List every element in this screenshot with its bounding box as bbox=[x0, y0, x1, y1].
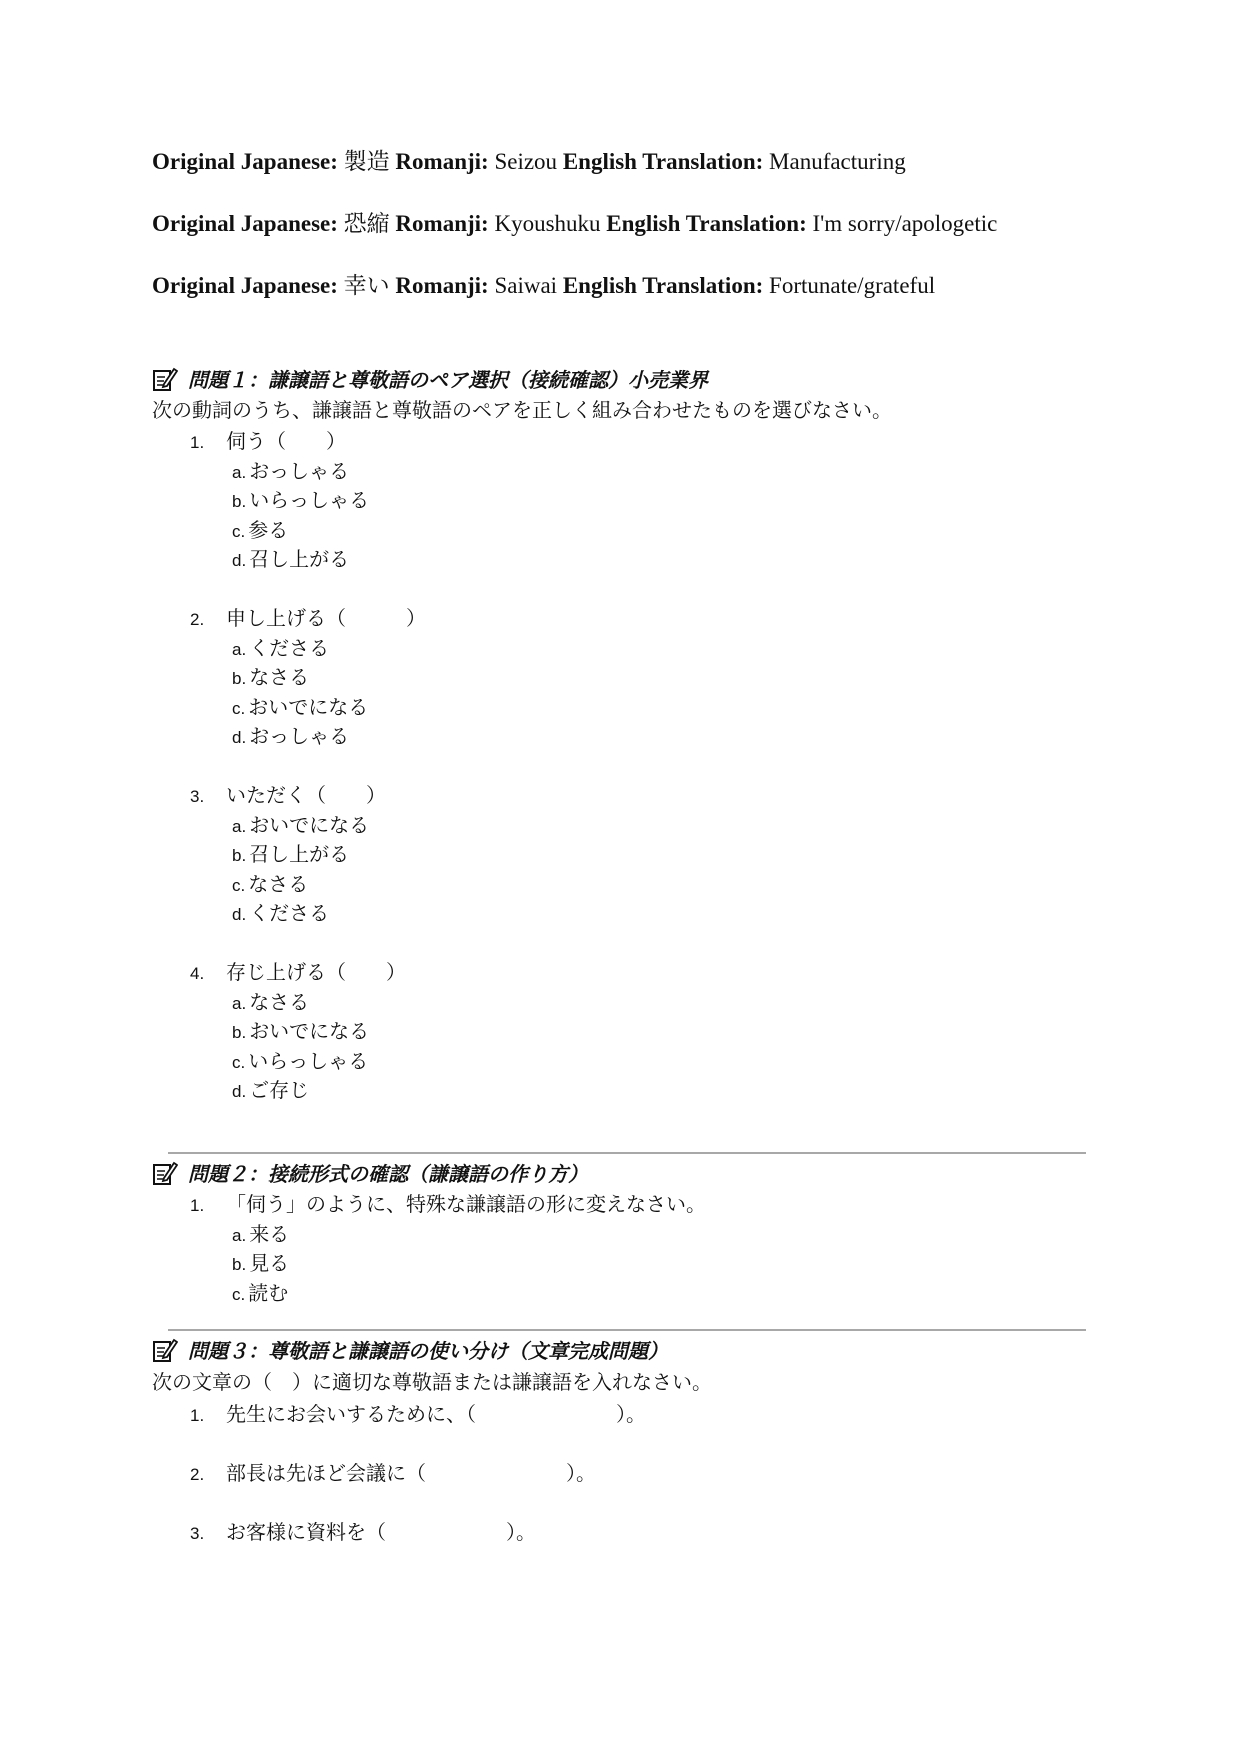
option-text: ご存じ bbox=[249, 1078, 310, 1102]
romanji-term: Kyoushuku bbox=[494, 211, 601, 236]
answer-option bbox=[232, 1247, 289, 1276]
question bbox=[190, 1457, 596, 1486]
question-text: 伺う（ ） bbox=[226, 429, 346, 453]
section-1-instructions: 次の動詞のうち、謙譲語と尊敬語のペアを正しく組み合わせたものを選びなさい。 bbox=[152, 398, 892, 422]
section-1-heading bbox=[152, 364, 708, 393]
option-text: なさる bbox=[248, 872, 309, 896]
label-original-japanese: Original Japanese: bbox=[152, 273, 338, 298]
question-number: 2. bbox=[190, 610, 205, 629]
option-text: おっしゃる bbox=[249, 724, 350, 748]
answer-option bbox=[232, 484, 369, 513]
label-romanji: Romanji: bbox=[395, 273, 489, 298]
option-text: 読む bbox=[248, 1281, 289, 1305]
question-text: 部長は先ほど会議に（ ）。 bbox=[226, 1461, 596, 1485]
option-letter: c. bbox=[232, 876, 246, 895]
answer-option bbox=[232, 809, 369, 838]
option-letter: d. bbox=[232, 1082, 247, 1101]
option-text: おっしゃる bbox=[249, 459, 350, 483]
label-english-translation: English Translation: bbox=[606, 211, 807, 236]
option-letter: a. bbox=[232, 817, 247, 836]
romanji-term: Seizou bbox=[494, 149, 558, 174]
glossary-entry bbox=[152, 270, 1212, 302]
question-text: 先生にお会いするために、（ ）。 bbox=[226, 1402, 646, 1426]
answer-option bbox=[232, 1045, 368, 1074]
question-number: 1. bbox=[190, 433, 205, 452]
option-letter: b. bbox=[232, 1023, 247, 1042]
question-text: 「伺う」のように、特殊な謙譲語の形に変えなさい。 bbox=[226, 1192, 706, 1216]
question bbox=[190, 425, 346, 454]
option-text: いらっしゃる bbox=[249, 488, 370, 512]
section-3-title: 問題３：尊敬語と謙譲語の使い分け（文章完成問題） bbox=[188, 1339, 668, 1363]
question-number: 3. bbox=[190, 787, 205, 806]
section-1-title: 問題１：謙譲語と尊敬語のペア選択（接続確認）小売業界 bbox=[188, 368, 708, 392]
option-letter: a. bbox=[232, 1226, 247, 1245]
question-number: 1. bbox=[190, 1406, 205, 1425]
option-text: おいでになる bbox=[249, 813, 370, 837]
option-letter: b. bbox=[232, 846, 247, 865]
question bbox=[190, 602, 426, 631]
question bbox=[190, 779, 386, 808]
answer-option bbox=[232, 1277, 288, 1306]
option-letter: a. bbox=[232, 463, 247, 482]
option-text: くださる bbox=[249, 636, 330, 660]
answer-option bbox=[232, 1015, 369, 1044]
answer-option bbox=[232, 986, 309, 1015]
section-divider bbox=[168, 1329, 1086, 1331]
english-term: Manufacturing bbox=[769, 149, 906, 174]
option-letter: b. bbox=[232, 1255, 247, 1274]
answer-option bbox=[232, 720, 349, 749]
question-text: 申し上げる（ ） bbox=[226, 606, 426, 630]
option-text: なさる bbox=[249, 665, 310, 689]
option-text: いらっしゃる bbox=[248, 1049, 369, 1073]
question-text: 存じ上げる（ ） bbox=[226, 960, 406, 984]
option-letter: b. bbox=[232, 669, 247, 688]
option-letter: b. bbox=[232, 492, 247, 511]
option-text: なさる bbox=[249, 990, 310, 1014]
answer-option bbox=[232, 838, 349, 867]
option-text: 参る bbox=[248, 518, 289, 542]
question-number: 1. bbox=[190, 1196, 205, 1215]
option-text: 見る bbox=[249, 1251, 290, 1275]
english-term: I'm sorry/apologetic bbox=[812, 211, 998, 236]
section-3-instructions: 次の文章の（ ）に適切な尊敬語または謙譲語を入れなさい。 bbox=[152, 1370, 712, 1394]
english-term: Fortunate/grateful bbox=[769, 273, 936, 298]
memo-icon bbox=[152, 1337, 178, 1363]
answer-option bbox=[232, 632, 329, 661]
option-text: 召し上がる bbox=[249, 842, 350, 866]
question-number: 3. bbox=[190, 1524, 205, 1543]
label-original-japanese: Original Japanese: bbox=[152, 211, 338, 236]
question bbox=[190, 1516, 536, 1545]
option-text: 召し上がる bbox=[249, 547, 350, 571]
option-letter: d. bbox=[232, 551, 247, 570]
answer-option bbox=[232, 691, 368, 720]
option-text: おいでになる bbox=[248, 695, 369, 719]
answer-option bbox=[232, 897, 329, 926]
section-divider bbox=[168, 1152, 1086, 1154]
option-text: くださる bbox=[249, 901, 330, 925]
question bbox=[190, 1398, 646, 1427]
answer-option bbox=[232, 543, 349, 572]
answer-option bbox=[232, 661, 309, 690]
answer-option bbox=[232, 868, 308, 897]
question-text: いただく（ ） bbox=[226, 783, 386, 807]
option-letter: a. bbox=[232, 994, 247, 1013]
option-letter: a. bbox=[232, 640, 247, 659]
option-letter: d. bbox=[232, 728, 247, 747]
answer-option bbox=[232, 455, 349, 484]
option-text: 来る bbox=[249, 1222, 290, 1246]
label-romanji: Romanji: bbox=[395, 211, 489, 236]
option-letter: d. bbox=[232, 905, 247, 924]
option-letter: c. bbox=[232, 1053, 246, 1072]
option-letter: c. bbox=[232, 699, 246, 718]
question-number: 4. bbox=[190, 964, 205, 983]
option-letter: c. bbox=[232, 522, 246, 541]
question-text: お客様に資料を（ ）。 bbox=[226, 1520, 536, 1544]
glossary bbox=[152, 146, 1212, 332]
glossary-entry bbox=[152, 146, 1212, 178]
memo-icon bbox=[152, 1160, 178, 1186]
memo-icon bbox=[152, 366, 178, 392]
section-2-title: 問題２：接続形式の確認（謙譲語の作り方） bbox=[188, 1162, 588, 1186]
label-romanji: Romanji: bbox=[395, 149, 489, 174]
label-original-japanese: Original Japanese: bbox=[152, 149, 338, 174]
answer-option bbox=[232, 1218, 289, 1247]
question bbox=[190, 1188, 706, 1217]
japanese-term: 製造 bbox=[343, 149, 390, 174]
label-english-translation: English Translation: bbox=[562, 273, 764, 298]
answer-option bbox=[232, 1074, 309, 1103]
question-number: 2. bbox=[190, 1465, 205, 1484]
japanese-term: 幸い bbox=[343, 273, 390, 298]
romanji-term: Saiwai bbox=[494, 273, 558, 298]
section-3-heading bbox=[152, 1335, 668, 1364]
section-2-heading bbox=[152, 1158, 588, 1187]
answer-option bbox=[232, 514, 288, 543]
japanese-term: 恐縮 bbox=[343, 211, 390, 236]
option-text: おいでになる bbox=[249, 1019, 370, 1043]
glossary-entry bbox=[152, 208, 1212, 240]
option-letter: c. bbox=[232, 1285, 246, 1304]
label-english-translation: English Translation: bbox=[562, 149, 764, 174]
question bbox=[190, 956, 406, 985]
